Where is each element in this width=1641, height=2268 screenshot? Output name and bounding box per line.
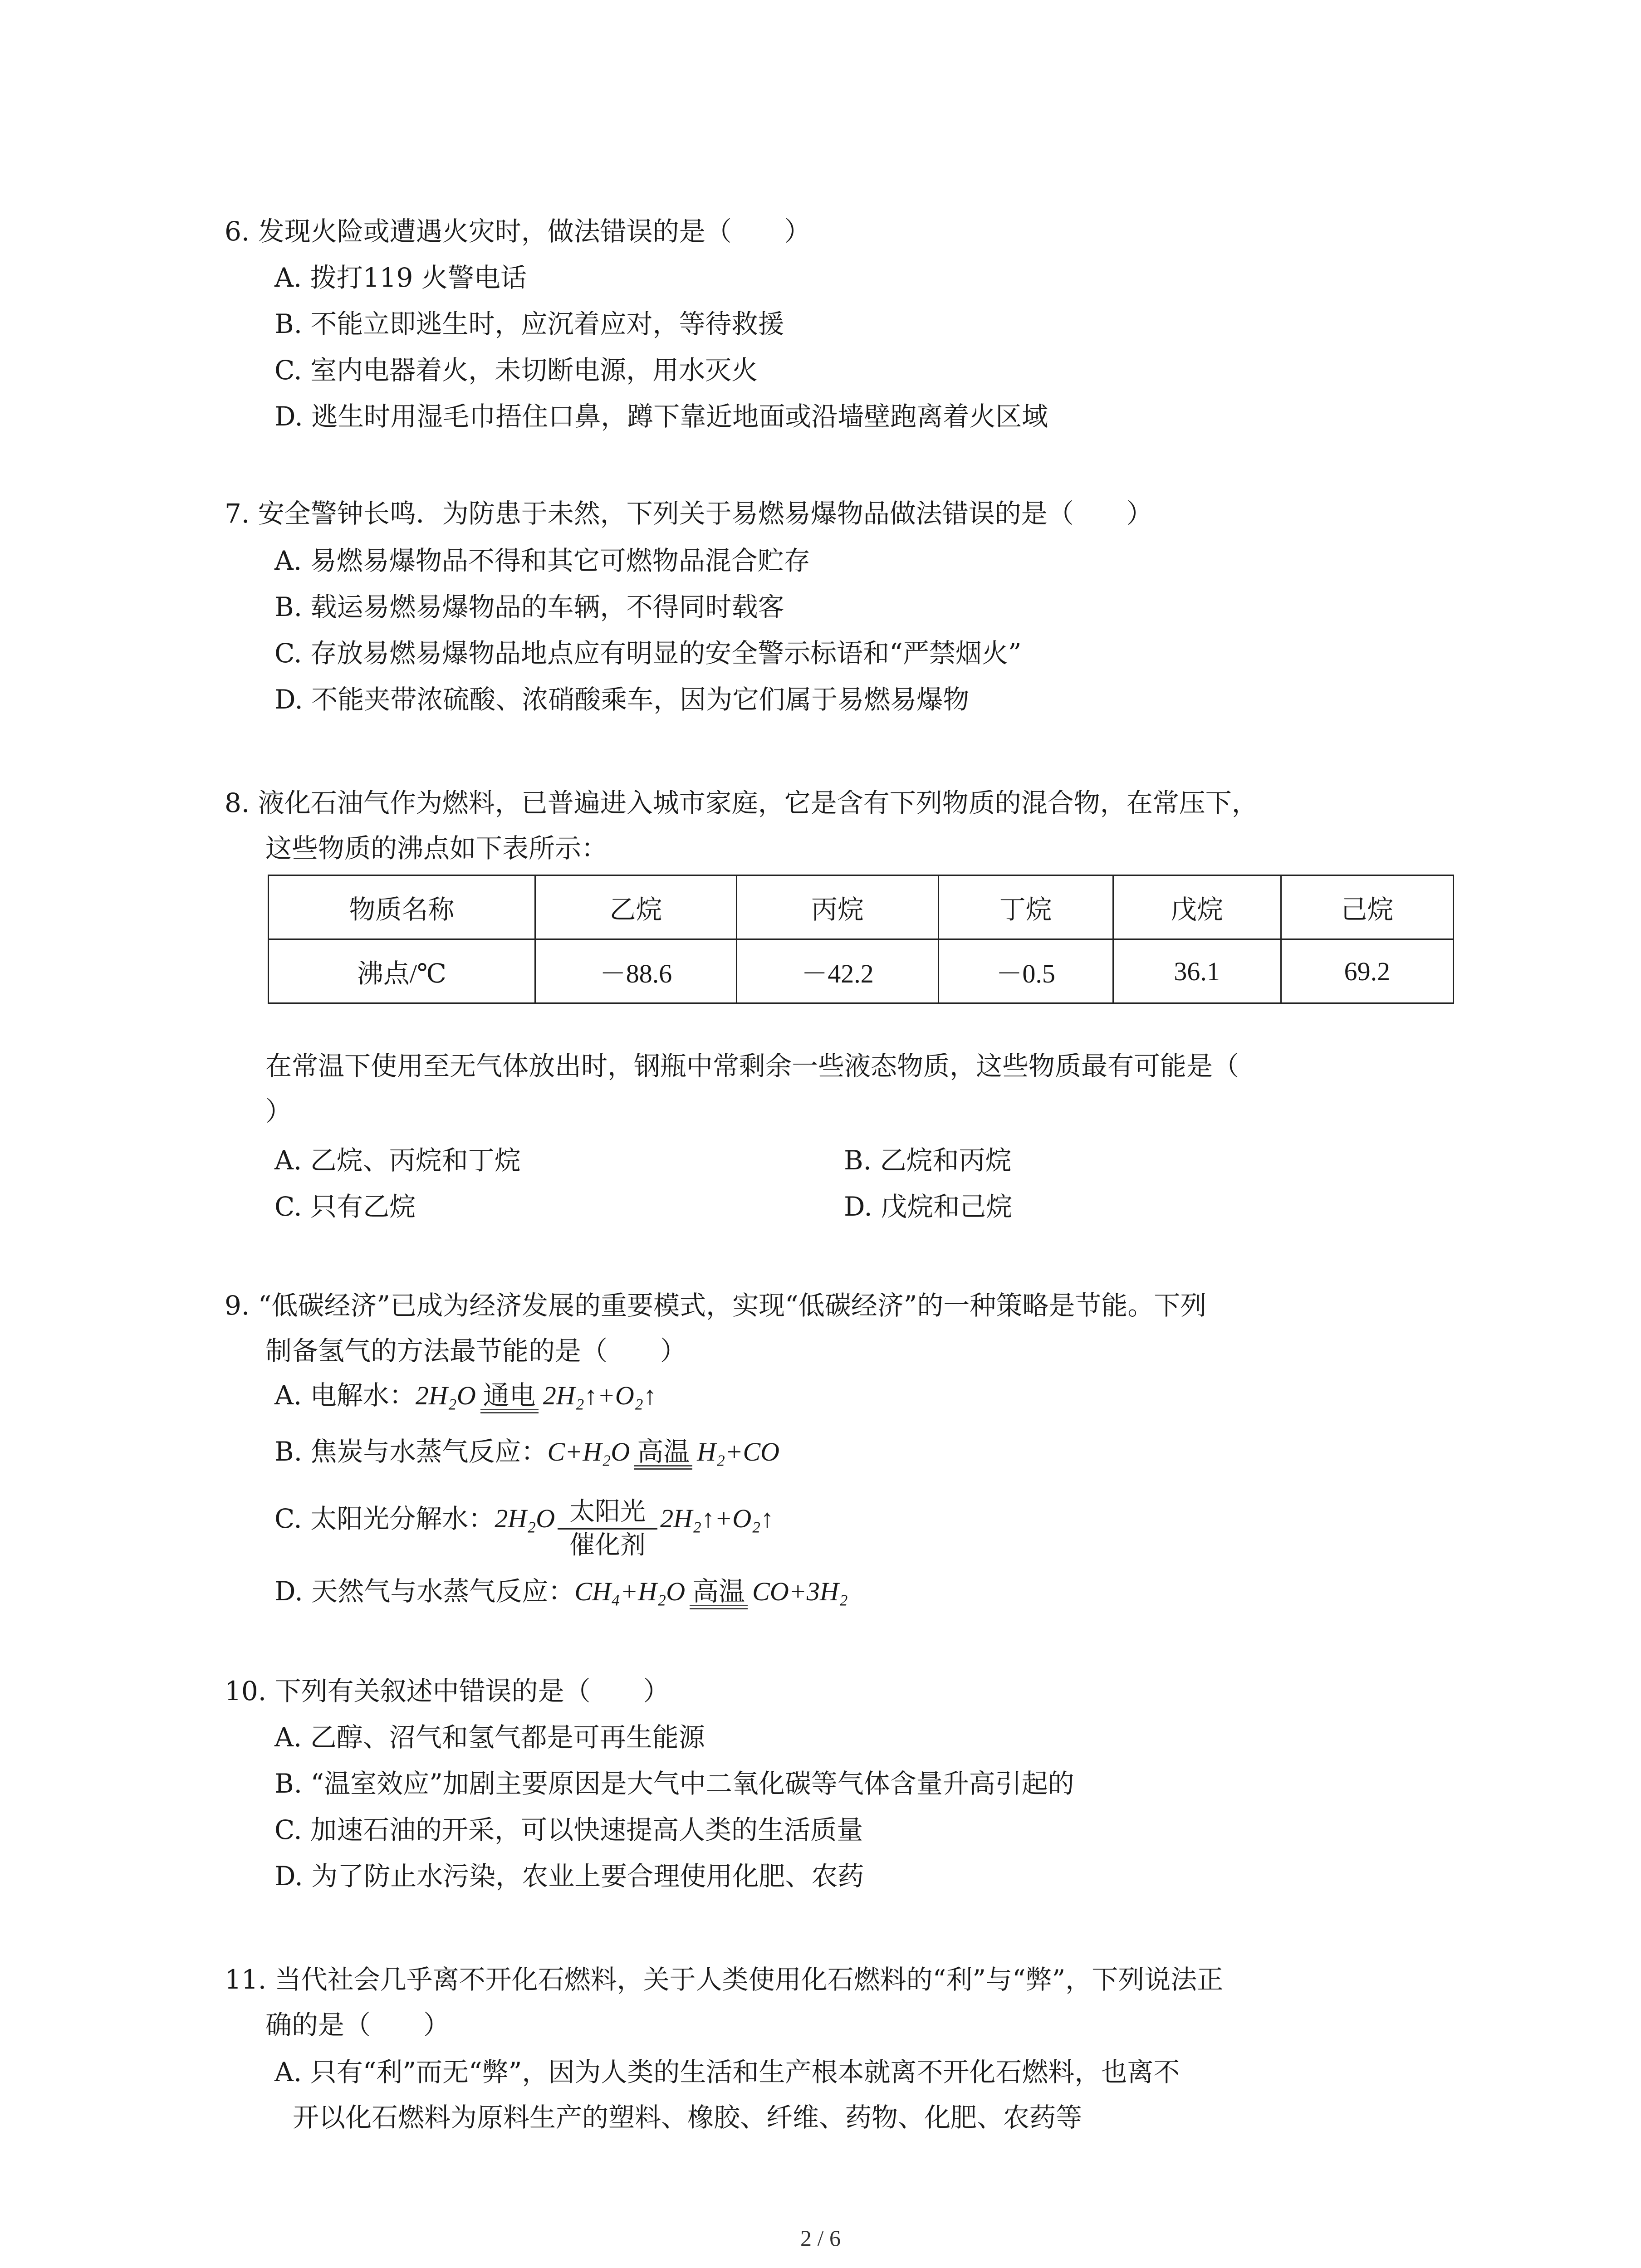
question-9-stem-line-2: 制备氢气的方法最节能的是（ ）: [265, 1335, 687, 1366]
table-header-cell: 丙烷: [737, 875, 939, 939]
question-7-option-c: C. 存放易燃易爆物品地点应有明显的安全警示标语和“严禁烟火”: [274, 638, 1022, 669]
question-11-stem-line-1: 11. 当代社会几乎离不开化石燃料，关于人类使用化石燃料的“利”与“弊”，下列说法正: [225, 1964, 1224, 1995]
equation-reactants: 2H₂O: [415, 1381, 476, 1410]
condition-bottom: 催化剂: [569, 1530, 646, 1560]
question-8-option-c: C. 只有乙烷: [274, 1191, 416, 1222]
question-11-option-a-line-2: 开以化石燃料为原料生产的塑料、橡胶、纤维、药物、化肥、农药等: [293, 2102, 1083, 2133]
question-6-stem: 6. 发现火险或遭遇火灾时，做法错误的是（ ）: [225, 216, 811, 247]
table-header-cell: 己烷: [1281, 875, 1453, 939]
condition-top: 太阳光: [569, 1497, 646, 1526]
option-label: B. 焦炭与水蒸气反应：: [274, 1436, 548, 1467]
question-9-option-c: [274, 1496, 774, 1564]
question-6-option-a: A. 拨打119 火警电话: [274, 262, 527, 293]
equation-products: CO+3H₂: [752, 1577, 848, 1606]
question-8-stem-line-1: 8. 液化石油气作为燃料，已普遍进入城市家庭，它是含有下列物质的混合物，在常压下，: [225, 787, 1258, 818]
reaction-condition: 通电: [480, 1382, 539, 1413]
option-label: A. 电解水：: [274, 1380, 416, 1411]
question-6-option-d: D. 逃生时用湿毛巾捂住口鼻，蹲下靠近地面或沿墙壁跑离着火区域: [274, 401, 1048, 432]
table-header-cell: 丁烷: [938, 875, 1113, 939]
question-8-question-line-1: 在常温下使用至无气体放出时，钢瓶中常剩余一些液态物质，这些物质最有可能是（: [265, 1051, 1239, 1081]
question-11-stem-line-2: 确的是（ ）: [265, 2009, 450, 2040]
question-10-option-c: C. 加速石油的开采，可以快速提高人类的生活质量: [274, 1814, 863, 1845]
page-number: 2 / 6: [800, 2225, 841, 2251]
option-label: D. 天然气与水蒸气反应：: [274, 1576, 575, 1607]
equation-products: 2H₂↑+O₂↑: [660, 1504, 774, 1533]
boiling-point-table: [268, 875, 1454, 1004]
table-cell: －42.2: [737, 939, 939, 1003]
question-8-option-a: A. 乙烷、丙烷和丁烷: [274, 1145, 521, 1176]
table-header-cell: 乙烷: [535, 875, 737, 939]
question-7-option-a: A. 易燃易爆物品不得和其它可燃物品混合贮存: [274, 545, 810, 576]
table-row: [269, 939, 1454, 1003]
question-7-stem: 7. 安全警钟长鸣．为防患于未然，下列关于易燃易爆物品做法错误的是（ ）: [225, 498, 1153, 529]
table-header-cell: 戊烷: [1113, 875, 1281, 939]
question-9-option-a: [274, 1377, 656, 1413]
reaction-condition: 高温: [690, 1578, 748, 1609]
question-10-option-d: D. 为了防止水污染，农业上要合理使用化肥、农药: [274, 1861, 864, 1892]
question-8-stem-line-2: 这些物质的沸点如下表所示：: [265, 833, 608, 864]
question-7-option-d: D. 不能夹带浓硫酸、浓硝酸乘车，因为它们属于易燃易爆物: [274, 684, 970, 715]
reaction-condition: 高温: [634, 1438, 692, 1470]
reaction-condition: [558, 1496, 657, 1561]
equation-reactants: C+H₂O: [547, 1437, 630, 1466]
table-cell: 36.1: [1113, 939, 1281, 1003]
question-8-option-d: D. 戊烷和己烷: [844, 1191, 1013, 1222]
question-10-option-b: B. “温室效应”加剧主要原因是大气中二氧化碳等气体含量升高引起的: [274, 1768, 1074, 1799]
question-10-stem: 10. 下列有关叙述中错误的是（ ）: [225, 1676, 670, 1706]
table-header-cell: 物质名称: [269, 875, 535, 939]
table-cell: －0.5: [938, 939, 1113, 1003]
question-7-option-b: B. 载运易燃易爆物品的车辆，不得同时载客: [274, 591, 784, 622]
question-6-option-b: B. 不能立即逃生时，应沉着应对，等待救援: [274, 308, 784, 339]
question-8-option-b: B. 乙烷和丙烷: [844, 1145, 1012, 1176]
option-label: C. 太阳光分解水：: [274, 1503, 495, 1534]
question-9-option-d: [274, 1573, 848, 1609]
equation-products: 2H₂↑+O₂↑: [543, 1381, 656, 1410]
table-cell: －88.6: [535, 939, 737, 1003]
equation-reactants: CH₄+H₂O: [574, 1577, 686, 1606]
equation-reactants: 2H₂O: [495, 1504, 555, 1533]
question-6-option-c: C. 室内电器着火，未切断电源，用水灭火: [274, 355, 758, 386]
question-9-option-b: [274, 1433, 779, 1470]
equation-products: H₂+CO: [697, 1437, 780, 1466]
question-10-option-a: A. 乙醇、沼气和氢气都是可再生能源: [274, 1722, 705, 1753]
question-8-question-line-2: ）: [265, 1096, 292, 1127]
question-11-option-a-line-1: A. 只有“利”而无“弊”，因为人类的生活和生产根本就离不开化石燃料，也离不: [274, 2057, 1180, 2087]
table-row: [269, 875, 1454, 939]
table-cell: 69.2: [1281, 939, 1453, 1003]
table-cell: 沸点/℃: [269, 939, 535, 1003]
question-9-stem-line-1: 9. “低碳经济”已成为经济发展的重要模式，实现“低碳经济”的一种策略是节能。下列: [225, 1290, 1207, 1321]
